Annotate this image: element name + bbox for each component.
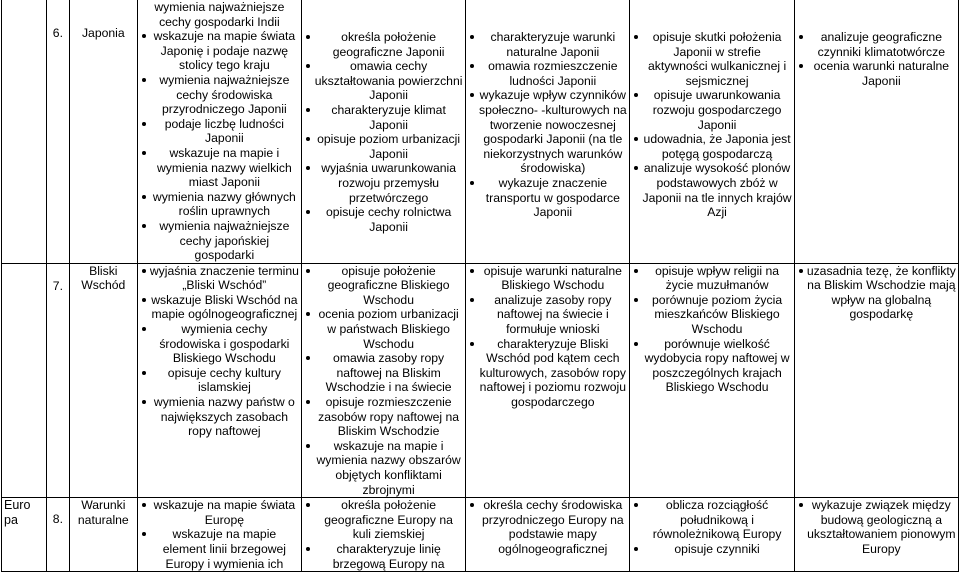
list-item: oblicza rozciągłość południkową i równoleżnikową Europy	[630, 498, 793, 542]
list-item: porównuje wielkość wydobycia ropy naftowej w poszczególnych krajach Bliskiego Wschodu	[630, 337, 793, 395]
list-item: wymienia najważniejsze cechy japońskiej gospodarki	[138, 219, 301, 263]
region-cell	[2, 263, 47, 498]
list-item: omawia rozmieszczenie ludności Japonii	[466, 59, 629, 88]
list-item: opisuje skutki położenia Japonii w strefie aktywności wulkanicznej i sejsmicznej	[630, 30, 793, 88]
region-cell	[2, 0, 47, 263]
list-item: ocenia warunki naturalne Japonii	[795, 59, 958, 88]
list-item: charakteryzuje warunki naturalne Japonii	[466, 30, 629, 59]
level-3-cell	[466, 0, 630, 263]
level-4-cell	[630, 0, 794, 263]
level-2-cell	[301, 263, 465, 498]
topic-name: Japonia	[81, 26, 125, 40]
topic-name: Warunki naturalne	[77, 498, 129, 527]
list-item: wskazuje na mapie element linii brzegowej Europy i wymienia ich	[138, 527, 301, 571]
list-item: analizuje zasoby ropy naftowej na świecie i formułuje wnioski	[466, 293, 629, 337]
row-number: 6.	[46, 0, 69, 263]
list-item: wyjaśnia uwarunkowania rozwoju przemysłu przetwórczego	[302, 161, 465, 205]
list-item: wymienia najważniejsze cechy środowiska przyrodniczego Japonii	[138, 73, 301, 117]
list-item: omawia zasoby ropy naftowej na Bliskim Wschodzie i na świecie	[302, 351, 465, 395]
list-item: wskazuje na mapie świata Europę	[138, 498, 301, 527]
curriculum-table	[1, 0, 959, 572]
list-item: charakteryzuje linię brzegową Europy na	[302, 542, 465, 571]
level-5-cell	[794, 498, 958, 572]
list-item: wskazuje na mapie i wymienia nazwy obszarów objętych konfliktami zbrojnymi	[302, 439, 465, 497]
list-item: udowadnia, że Japonia jest potęgą gospodarczą	[630, 132, 793, 161]
list-item: opisuje cechy rolnictwa Japonii	[302, 205, 465, 234]
list-item: ocenia poziom urbanizacji w państwach Bliskiego Wschodu	[302, 307, 465, 351]
list-item: wskazuje Bliski Wschód na mapie ogólnogeograficznej	[138, 293, 301, 322]
table-row	[2, 0, 959, 263]
level-2-cell	[301, 498, 465, 572]
topic-cell	[69, 0, 137, 263]
list-item: porównuje poziom życia mieszkańców Bliskiego Wschodu	[630, 293, 793, 337]
level-4-cell	[630, 498, 794, 572]
list-item: określa położenie geograficzne Europy na kuli ziemskiej	[302, 498, 465, 542]
list-item: wymienia nazwy państw o największych zasobach ropy naftowej	[138, 395, 301, 439]
level-1-cell	[137, 498, 301, 572]
list-item: opisuje położenie geograficzne Bliskiego Wschodu	[302, 264, 465, 308]
list-item: opisuje cechy kultury islamskiej	[138, 366, 301, 395]
list-item: wymienia najważniejsze cechy gospodarki Indii	[154, 0, 285, 29]
list-item: uzasadnia tezę, że konflikty na Bliskim Wschodzie mają wpływ na globalną gospodarkę	[795, 264, 958, 322]
list-item: opisuje rozmieszczenie zasobów ropy naftowej na Bliskim Wschodzie	[302, 395, 465, 439]
region-cell	[2, 498, 47, 572]
list-item: wymienia nazwy głównych roślin uprawnych	[138, 190, 301, 219]
list-item: wykazuje związek między budową geologiczną a ukształtowaniem pionowym Europy	[795, 498, 958, 556]
region-name: Europa	[4, 498, 31, 528]
list-item: wymienia cechy środowiska i gospodarki Bliskiego Wschodu	[138, 322, 301, 366]
list-item: opisuje warunki naturalne Bliskiego Wschodu	[466, 264, 629, 293]
list-item: wyjaśnia znaczenie terminu „Bliski Wschód”	[138, 264, 301, 293]
list-item: opisuje poziom urbanizacji Japonii	[302, 132, 465, 161]
list-item: opisuje wpływ religii na życie muzułmanów	[630, 264, 793, 293]
list-item: opisuje uwarunkowania rozwoju gospodarczego Japonii	[630, 88, 793, 132]
list-item: określa cechy środowiska przyrodniczego Europy na podstawie mapy ogólnogeograficznej	[466, 498, 629, 556]
topic-name: Bliski Wschód	[81, 263, 126, 293]
level-1-cell	[137, 0, 301, 263]
list-item: podaje liczbę ludności Japonii	[138, 117, 301, 146]
level-3-cell	[466, 263, 630, 498]
level-5-cell	[794, 0, 958, 263]
list-item: opisuje czynniki	[630, 542, 793, 557]
row-number: 8.	[46, 498, 69, 572]
list-item: charakteryzuje klimat Japonii	[302, 103, 465, 132]
table-row	[2, 498, 959, 572]
level-4-cell	[630, 263, 794, 498]
level-5-cell	[794, 263, 958, 498]
list-item: analizuje wysokość plonów podstawowych zbóż w Japonii na tle innych krajów Azji	[630, 161, 793, 219]
table-row	[2, 263, 959, 498]
level-1-cell	[137, 263, 301, 498]
topic-cell	[69, 498, 137, 572]
list-item: wskazuje na mapie i wymienia nazwy wielkich miast Japonii	[138, 146, 301, 190]
list-item: analizuje geograficzne czynniki klimatotwórcze	[795, 30, 958, 59]
level-2-cell	[301, 0, 465, 263]
list-item: wskazuje na mapie świata Japonię i podaje nazwę stolicy tego kraju	[138, 29, 301, 73]
topic-cell	[69, 263, 137, 498]
list-item: wykazuje znaczenie transportu w gospodarce Japonii	[466, 176, 629, 220]
row-number: 7.	[46, 263, 69, 498]
level-3-cell	[466, 498, 630, 572]
list-item: charakteryzuje Bliski Wschód pod kątem cech kulturowych, zasobów ropy naftowej i poziomu rozwoju gospodarczego	[466, 337, 629, 410]
list-item: wykazuje wpływ czynników społeczno- -kulturowych na tworzenie nowoczesnej gospodarki Japonii (na tle niekorzystnych warunków środowiska)	[466, 88, 629, 176]
list-item: określa położenie geograficzne Japonii	[302, 30, 465, 59]
list-item: omawia cechy ukształtowania powierzchni Japonii	[302, 59, 465, 103]
